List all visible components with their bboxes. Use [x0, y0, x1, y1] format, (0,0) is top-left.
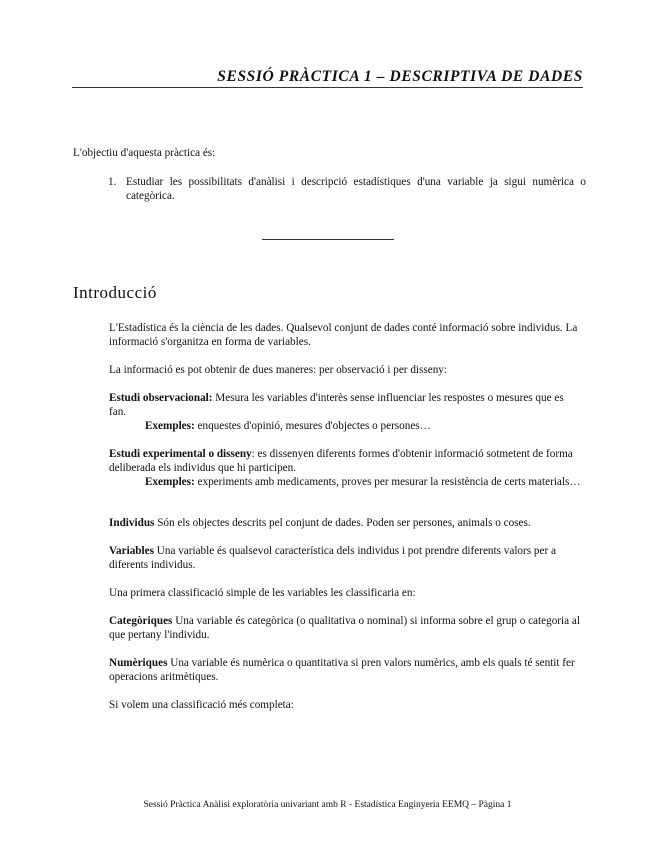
examples-observational: [109, 419, 616, 433]
definition-text: Són els objectes descrits pel conjunt de dades. Poden ser persones, animals o coses.: [154, 517, 531, 529]
objective-intro: L'objectiu d'aquesta pràctica és:: [73, 147, 216, 159]
definition-numerical: [109, 656, 580, 684]
definition-observational-study: [109, 391, 580, 419]
complete-classification: Si volem una classificació més completa:: [109, 699, 294, 711]
definition-individuals: [109, 516, 580, 530]
objective-item-number: 1.: [108, 176, 117, 188]
page-footer: Sessió Pràctica Anàlisi exploratòria univariant amb R - Estadística Enginyeria EEMQ – Pàgina 1: [143, 800, 512, 810]
objective-item-text: Estudiar les possibilitats d'anàlisi i descripció estadístiques d'una variable ja sigui numèrica o categòrica.: [126, 176, 586, 202]
definition-term: Categòriques: [109, 615, 173, 627]
definition-categorical: [109, 614, 580, 642]
definition-term: Numèriques: [109, 657, 168, 669]
page-header-title: SESSIÓ PRÀCTICA 1 – DESCRIPTIVA DE DADES: [217, 68, 583, 85]
examples-text: enquestes d'opinió, mesures d'objectes o persones…: [194, 420, 431, 432]
header-rule: [72, 87, 583, 88]
definition-text: Una variable és qualsevol característica dels individus i pot prendre diferents valors per a diferents individus.: [109, 545, 556, 571]
definition-term: Estudi experimental o disseny: [109, 448, 252, 460]
definition-variables: [109, 544, 580, 572]
examples-experimental: [109, 475, 616, 489]
intro-paragraph-statistics: L'Estadística és la ciència de les dades. Qualsevol conjunt de dades conté informació sobre individus. La informació s'organitza en forma de variables.: [109, 322, 578, 348]
intro-paragraph-information: La informació es pot obtenir de dues maneres: per observació i per disseny:: [109, 364, 448, 376]
examples-label: Exemples:: [145, 476, 195, 488]
definition-text: Mesura les variables d'interès sense influenciar les respostes o mesures que es fan.: [109, 392, 564, 418]
definition-experimental-study: [109, 447, 580, 475]
definition-text: Una variable és numèrica o quantitativa si pren valors numèrics, amb els quals té sentit fer operacions aritmètiques.: [109, 657, 575, 683]
definition-term: Individus: [109, 517, 155, 529]
first-classification: Una primera classificació simple de les variables les classificaria en:: [109, 587, 416, 599]
section-divider: [262, 239, 394, 240]
examples-text: experiments amb medicaments, proves per mesurar la resistència de certs materials…: [194, 476, 581, 488]
examples-label: Exemples:: [145, 420, 195, 432]
definition-term: Estudi observacional:: [109, 392, 213, 404]
definition-term: Variables: [109, 545, 154, 557]
definition-text: : es dissenyen diferents formes d'obtenir informació sotmetent de forma deliberada els individus que hi participen.: [109, 448, 573, 474]
definition-text: Una variable és categòrica (o qualitativa o nominal) si informa sobre el grup o categoria al que pertany l'individu.: [109, 615, 580, 641]
section-heading-introduction: Introducció: [73, 283, 157, 302]
